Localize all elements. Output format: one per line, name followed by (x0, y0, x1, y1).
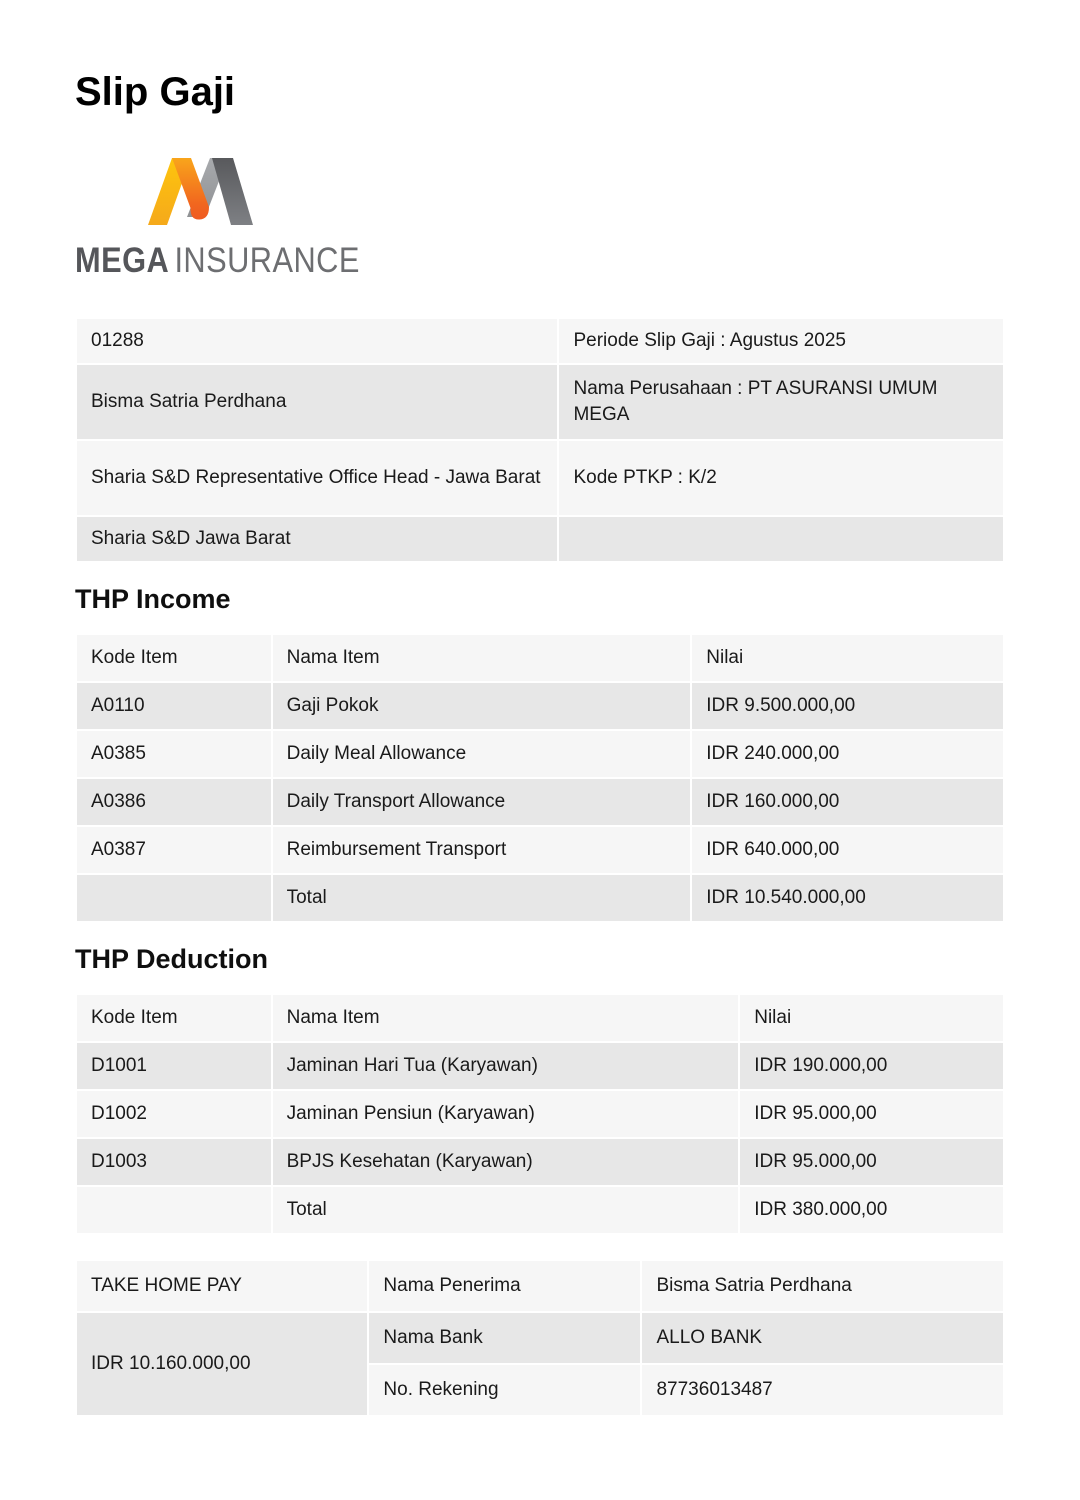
item-value: IDR 160.000,00 (692, 779, 1003, 825)
brand-insurance-text: INSURANCE (174, 241, 360, 280)
mega-m-logo-icon (148, 158, 253, 225)
brand-wordmark (75, 243, 893, 279)
item-name: Daily Transport Allowance (273, 779, 691, 825)
recipient-name: Bisma Satria Perdhana (642, 1261, 1003, 1311)
table-header-row (77, 635, 1003, 681)
table-header-row (77, 1261, 1003, 1311)
recipient-label: Nama Penerima (369, 1261, 640, 1311)
account-number: 87736013487 (642, 1365, 1003, 1415)
slip-period: Periode Slip Gaji : Agustus 2025 (559, 319, 1003, 363)
item-value: IDR 190.000,00 (740, 1043, 1003, 1089)
item-value: IDR 95.000,00 (740, 1139, 1003, 1185)
employee-position: Sharia S&D Representative Office Head - Jawa Barat (77, 441, 557, 515)
table-row (77, 1139, 1003, 1185)
item-value: IDR 95.000,00 (740, 1091, 1003, 1137)
item-name: Reimbursement Transport (273, 827, 691, 873)
item-value: IDR 640.000,00 (692, 827, 1003, 873)
empty-cell (77, 875, 271, 921)
item-code: D1003 (77, 1139, 271, 1185)
column-header-nama-item: Nama Item (273, 995, 739, 1041)
total-label: Total (273, 1187, 739, 1233)
table-row (77, 441, 1003, 515)
item-name: BPJS Kesehatan (Karyawan) (273, 1139, 739, 1185)
column-header-kode-item: Kode Item (77, 995, 271, 1041)
ptkp-code: Kode PTKP : K/2 (559, 441, 1003, 515)
empty-cell (77, 1187, 271, 1233)
table-row (77, 517, 1003, 561)
table-header-row (77, 995, 1003, 1041)
item-name: Jaminan Hari Tua (Karyawan) (273, 1043, 739, 1089)
item-name: Daily Meal Allowance (273, 731, 691, 777)
table-row (77, 779, 1003, 825)
employee-unit: Sharia S&D Jawa Barat (77, 517, 557, 561)
take-home-pay-label: TAKE HOME PAY (77, 1261, 367, 1311)
income-table (75, 633, 1005, 923)
brand-mega-text: MEGA (75, 241, 170, 280)
item-value: IDR 9.500.000,00 (692, 683, 1003, 729)
item-code: A0110 (77, 683, 271, 729)
item-code: A0385 (77, 731, 271, 777)
take-home-pay-amount: IDR 10.160.000,00 (77, 1313, 367, 1415)
column-header-nama-item: Nama Item (273, 635, 691, 681)
deduction-section-heading: THP Deduction (75, 944, 269, 974)
mega-insurance-logo (75, 158, 1005, 279)
table-row (77, 365, 1003, 439)
item-name: Jaminan Pensiun (Karyawan) (273, 1091, 739, 1137)
item-code: A0387 (77, 827, 271, 873)
company-name: Nama Perusahaan : PT ASURANSI UMUM MEGA (559, 365, 1003, 439)
total-value: IDR 380.000,00 (740, 1187, 1003, 1233)
table-total-row (77, 875, 1003, 921)
total-value: IDR 10.540.000,00 (692, 875, 1003, 921)
take-home-pay-table (75, 1259, 1005, 1417)
item-value: IDR 240.000,00 (692, 731, 1003, 777)
column-header-kode-item: Kode Item (77, 635, 271, 681)
table-total-row (77, 1187, 1003, 1233)
employee-info-table (75, 317, 1005, 563)
item-code: D1002 (77, 1091, 271, 1137)
column-header-nilai: Nilai (740, 995, 1003, 1041)
income-section-heading: THP Income (75, 584, 231, 614)
table-row (77, 319, 1003, 363)
account-label: No. Rekening (369, 1365, 640, 1415)
table-row (77, 1043, 1003, 1089)
deduction-table (75, 993, 1005, 1235)
empty-cell (559, 517, 1003, 561)
item-code: A0386 (77, 779, 271, 825)
bank-name: ALLO BANK (642, 1313, 1003, 1363)
table-row (77, 1091, 1003, 1137)
page-title: Slip Gaji (75, 70, 236, 114)
column-header-nilai: Nilai (692, 635, 1003, 681)
employee-id: 01288 (77, 319, 557, 363)
bank-label: Nama Bank (369, 1313, 640, 1363)
table-row (77, 731, 1003, 777)
total-label: Total (273, 875, 691, 921)
table-row (77, 683, 1003, 729)
item-name: Gaji Pokok (273, 683, 691, 729)
table-row (77, 1313, 1003, 1363)
item-code: D1001 (77, 1043, 271, 1089)
table-row (77, 827, 1003, 873)
employee-name: Bisma Satria Perdhana (77, 365, 557, 439)
